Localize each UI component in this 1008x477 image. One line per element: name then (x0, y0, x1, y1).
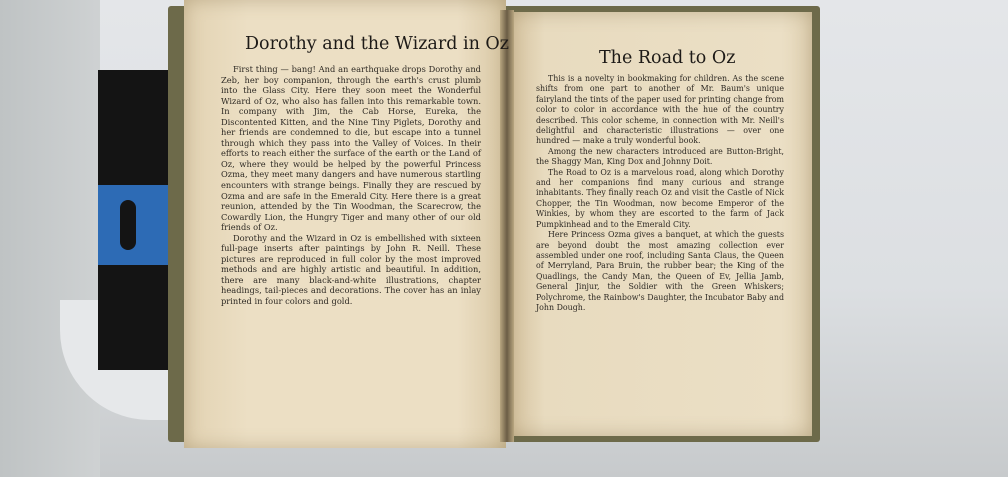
left-page-text (221, 64, 481, 307)
background-box-letter-shape (120, 200, 136, 250)
right-page-title: The Road to Oz (599, 48, 736, 68)
right-page-text (536, 74, 784, 313)
right-paragraph-1: This is a novelty in bookmaking for children. As the scene shifts from one part to another of Mr. Baum's unique fairyland the tints of the paper used for printing change from color to color in accordance with the hue of the country described. This color scheme, in connection with Mr. Neill's delightful and characteristic illustrations — over one hundred — make a truly wonderful book. (536, 74, 784, 146)
right-paragraph-4: Here Princess Ozma gives a banquet, at which the guests are beyond doubt the most amazing collection ever assembled under one roof, including Santa Claus, the Queen of Merryland, Para Bruin, the rubber bear; the King of the Quadlings, the Candy Man, the Queen of Ev, Jellia Jamb, General Jinjur, the Soldier with the Green Whiskers; Polychrome, the Rainbow's Daughter, the Incubator Baby and John Dough. (536, 230, 784, 312)
left-paragraph-1: First thing — bang! And an earthquake drops Dorothy and Zeb, her boy companion, through the earth's crust plumb into the Glass City. Here they soon meet the Wonderful Wizard of Oz, who also has fallen into this remarkable town. In company with Jim, the Cab Horse, Eureka, the Discontented Kitten, and the Nine Tiny Piglets, Dorothy and her friends are condemned to die, but escape into a tunnel through which they pass into the Valley of Voices. In their efforts to reach either the surface of the earth or the Land of Oz, where they would be helped by the powerful Princess Ozma, they meet many dangers and have numerous startling encounters with strange beings. Finally they are rescued by Ozma and are safe in the Emerald City. Here there is a great reunion, attended by the Tin Woodman, the Scarecrow, the Cowardly Lion, the Hungry Tiger and many other of our old friends of Oz. (221, 64, 481, 233)
left-paragraph-2: Dorothy and the Wizard in Oz is embellished with sixteen full-page inserts after paintings by John R. Neill. These pictures are reproduced in full color by the most improved methods and are highly artistic and beautiful. In addition, there are many black-and-white illustrations, chapter headings, tail-pieces and decorations. The cover has an inlay printed in four colors and gold. (221, 232, 481, 307)
left-page-title: Dorothy and the Wizard in Oz (245, 34, 509, 54)
book-spine-gutter (500, 10, 514, 442)
right-paragraph-3: The Road to Oz is a marvelous road, along which Dorothy and her companions find many curious and strange inhabitants. They finally reach Oz and visit the Castle of Nick Chopper, the Tin Woodman, now become Emperor of the Winkies, by whom they are escorted to the farm of Jack Pumpkinhead and to the Emerald City. (536, 167, 784, 229)
background-wall (0, 0, 110, 477)
right-paragraph-2: Among the new characters introduced are Button-Bright, the Shaggy Man, King Dox and Johnny Doit. (536, 146, 784, 167)
